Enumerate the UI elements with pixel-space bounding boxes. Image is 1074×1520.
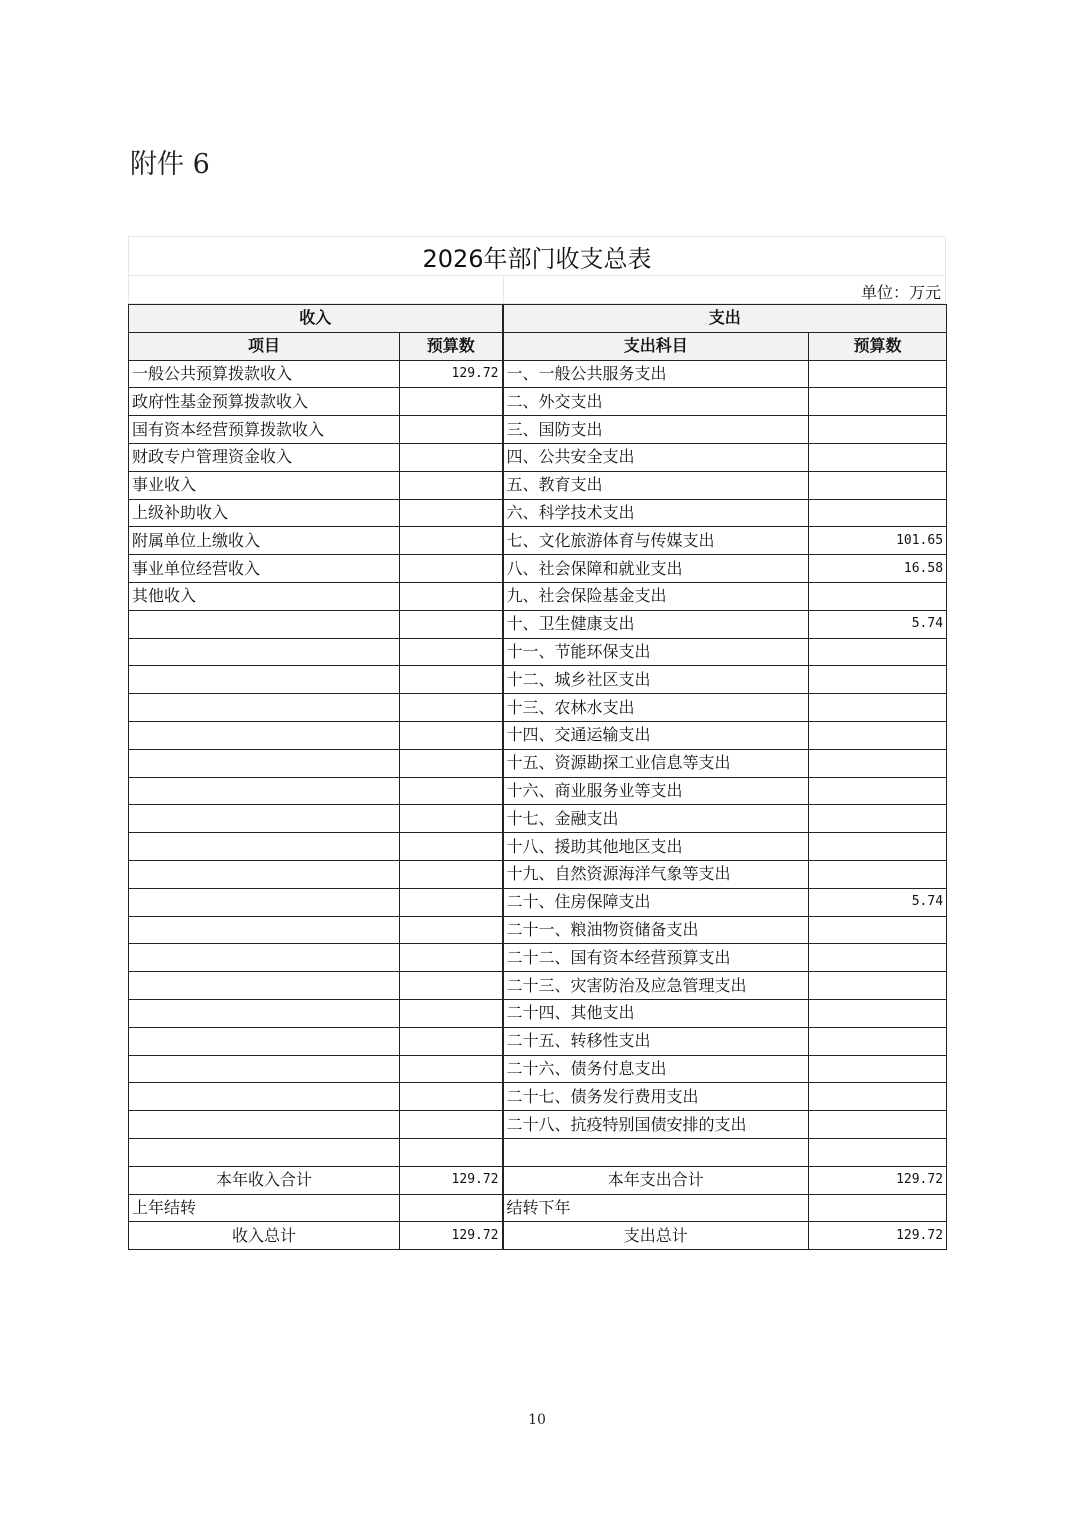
expense-amount-cell — [809, 471, 947, 499]
table-row — [129, 999, 947, 1027]
income-amount-cell — [400, 888, 503, 916]
expense-item-cell: 二十、住房保障支出 — [503, 888, 809, 916]
income-item-cell — [129, 999, 400, 1027]
income-item-cell: 事业单位经营收入 — [129, 555, 400, 583]
expense-amount-cell — [809, 721, 947, 749]
income-amount-cell — [400, 972, 503, 1000]
table-row — [129, 972, 947, 1000]
expense-amount-cell: 5.74 — [809, 888, 947, 916]
income-item-cell — [129, 833, 400, 861]
income-amount-cell — [400, 666, 503, 694]
income-amount-cell — [400, 1027, 503, 1055]
income-item-cell — [129, 610, 400, 638]
expense-item-cell: 二十七、债务发行费用支出 — [503, 1083, 809, 1111]
income-amount-cell — [400, 555, 503, 583]
income-amount-cell — [400, 416, 503, 444]
unit-label: 单位：万元 — [860, 283, 941, 302]
expense-item-cell: 二十三、灾害防治及应急管理支出 — [503, 972, 809, 1000]
expense-item-cell: 十四、交通运输支出 — [503, 721, 809, 749]
income-item-cell — [129, 860, 400, 888]
year-income-amount: 129.72 — [400, 1166, 503, 1194]
expense-amount-cell — [809, 1083, 947, 1111]
income-amount-cell — [400, 443, 503, 471]
income-amount-cell — [400, 916, 503, 944]
expense-item-cell: 十一、节能环保支出 — [503, 638, 809, 666]
year-income-label: 本年收入合计 — [129, 1166, 400, 1194]
expense-amount-cell: 5.74 — [809, 610, 947, 638]
income-amount-cell — [400, 471, 503, 499]
expense-item-cell: 七、文化旅游体育与传媒支出 — [503, 527, 809, 555]
income-item-cell — [129, 805, 400, 833]
income-item-cell — [129, 916, 400, 944]
table-row — [129, 638, 947, 666]
income-amount-cell — [400, 833, 503, 861]
income-amount-cell — [400, 944, 503, 972]
expense-amount-cell — [809, 499, 947, 527]
income-amount-cell — [400, 694, 503, 722]
table-row — [129, 527, 947, 555]
carry-in-amount — [400, 1194, 503, 1222]
table-row — [129, 666, 947, 694]
income-item-cell — [129, 666, 400, 694]
table-row — [129, 360, 947, 388]
income-item-cell: 上级补助收入 — [129, 499, 400, 527]
expense-amount-cell: 101.65 — [809, 527, 947, 555]
column-header-row — [129, 332, 947, 360]
expense-amount-cell — [809, 999, 947, 1027]
expense-item-cell: 十五、资源勘探工业信息等支出 — [503, 749, 809, 777]
expense-item-cell: 九、社会保险基金支出 — [503, 582, 809, 610]
income-amount-cell — [400, 999, 503, 1027]
income-item-cell — [129, 1055, 400, 1083]
expense-item-cell: 十、卫生健康支出 — [503, 610, 809, 638]
income-item-cell — [129, 1111, 400, 1139]
table-row — [129, 944, 947, 972]
income-item-cell: 附属单位上缴收入 — [129, 527, 400, 555]
income-amount-cell — [400, 805, 503, 833]
carry-in-label: 上年结转 — [129, 1194, 400, 1222]
income-amount-cell — [400, 1083, 503, 1111]
budget-table — [128, 304, 947, 1250]
income-amount-cell — [400, 1111, 503, 1139]
table-title: 2026年部门收支总表 — [128, 236, 946, 275]
expense-amount-cell — [809, 360, 947, 388]
expense-amount-cell — [809, 777, 947, 805]
expense-amount-cell — [809, 1055, 947, 1083]
income-amount-cell — [400, 388, 503, 416]
table-row — [129, 582, 947, 610]
table-row — [129, 860, 947, 888]
expense-amount-cell — [809, 1111, 947, 1139]
expense-item-cell: 一、一般公共服务支出 — [503, 360, 809, 388]
income-total-amount: 129.72 — [400, 1222, 503, 1250]
income-amount-cell — [400, 610, 503, 638]
income-item-cell: 政府性基金预算拨款收入 — [129, 388, 400, 416]
table-row — [129, 721, 947, 749]
table-row — [129, 610, 947, 638]
income-item-cell — [129, 777, 400, 805]
expense-amount-cell — [809, 443, 947, 471]
table-row — [129, 1055, 947, 1083]
carry-out-label: 结转下年 — [503, 1194, 809, 1222]
carry-over-row — [129, 1194, 947, 1222]
table-row — [129, 749, 947, 777]
income-item-cell: 一般公共预算拨款收入 — [129, 360, 400, 388]
income-amount-cell — [400, 582, 503, 610]
expense-item-cell: 二、外交支出 — [503, 388, 809, 416]
expense-total-amount: 129.72 — [809, 1222, 947, 1250]
income-item-cell — [129, 749, 400, 777]
table-row — [129, 471, 947, 499]
expense-item-cell: 五、教育支出 — [503, 471, 809, 499]
expense-item-cell: 二十八、抗疫特别国债安排的支出 — [503, 1111, 809, 1139]
expense-item-cell: 八、社会保障和就业支出 — [503, 555, 809, 583]
expense-amount-cell — [809, 944, 947, 972]
expense-amount-cell — [809, 916, 947, 944]
income-amount-cell — [400, 1138, 503, 1166]
income-item-cell: 财政专户管理资金收入 — [129, 443, 400, 471]
page-number: 10 — [528, 1412, 546, 1428]
expense-item-cell: 二十五、转移性支出 — [503, 1027, 809, 1055]
group-header-row — [129, 305, 947, 333]
expense-amount-cell — [809, 860, 947, 888]
table-row — [129, 555, 947, 583]
income-amount-cell — [400, 860, 503, 888]
income-item-cell — [129, 972, 400, 1000]
expense-item-cell: 十二、城乡社区支出 — [503, 666, 809, 694]
unit-row — [128, 275, 946, 304]
income-item-cell — [129, 694, 400, 722]
attachment-label: 附件 6 — [130, 149, 210, 180]
income-amount-cell — [400, 749, 503, 777]
table-row — [129, 416, 947, 444]
expense-amount-cell — [809, 972, 947, 1000]
income-amount-cell — [400, 777, 503, 805]
carry-out-amount — [809, 1194, 947, 1222]
income-item-cell — [129, 888, 400, 916]
grand-total-row — [129, 1222, 947, 1250]
table-row — [129, 388, 947, 416]
income-amount-cell: 129.72 — [400, 360, 503, 388]
expense-item-cell: 四、公共安全支出 — [503, 443, 809, 471]
budget-summary-sheet — [128, 236, 946, 1250]
expense-item-cell: 十七、金融支出 — [503, 805, 809, 833]
expense-amount-cell — [809, 388, 947, 416]
expense-amount-cell — [809, 582, 947, 610]
expense-total-label: 支出总计 — [503, 1222, 809, 1250]
budget-table-body — [129, 305, 947, 1167]
col-header-budget-income: 预算数 — [400, 332, 503, 360]
income-item-cell: 事业收入 — [129, 471, 400, 499]
table-row — [129, 888, 947, 916]
expense-item-cell: 二十一、粮油物资储备支出 — [503, 916, 809, 944]
income-item-cell — [129, 944, 400, 972]
income-item-cell — [129, 638, 400, 666]
income-amount-cell — [400, 721, 503, 749]
expense-amount-cell — [809, 416, 947, 444]
expense-item-cell: 三、国防支出 — [503, 416, 809, 444]
income-item-cell — [129, 1138, 400, 1166]
expense-amount-cell — [809, 694, 947, 722]
table-row — [129, 833, 947, 861]
expense-amount-cell — [809, 749, 947, 777]
expense-item-cell: 十六、商业服务业等支出 — [503, 777, 809, 805]
expense-amount-cell — [809, 666, 947, 694]
year-total-row — [129, 1166, 947, 1194]
year-expense-label: 本年支出合计 — [503, 1166, 809, 1194]
table-row — [129, 1027, 947, 1055]
expense-item-cell: 十三、农林水支出 — [503, 694, 809, 722]
expense-item-cell — [503, 1138, 809, 1166]
totals-body — [129, 1166, 947, 1249]
expense-amount-cell — [809, 638, 947, 666]
expense-amount-cell — [809, 833, 947, 861]
expense-amount-cell — [809, 805, 947, 833]
col-header-budget-expense: 预算数 — [809, 332, 947, 360]
expense-amount-cell: 16.58 — [809, 555, 947, 583]
expense-item-cell: 十八、援助其他地区支出 — [503, 833, 809, 861]
table-row — [129, 805, 947, 833]
income-item-cell: 其他收入 — [129, 582, 400, 610]
income-item-cell — [129, 1027, 400, 1055]
table-row — [129, 694, 947, 722]
unit-row-divider — [503, 276, 504, 303]
income-amount-cell — [400, 638, 503, 666]
col-header-item: 项目 — [129, 332, 400, 360]
table-row — [129, 916, 947, 944]
income-total-label: 收入总计 — [129, 1222, 400, 1250]
table-row — [129, 777, 947, 805]
expense-item-cell: 二十二、国有资本经营预算支出 — [503, 944, 809, 972]
col-header-expense-item: 支出科目 — [503, 332, 809, 360]
year-expense-amount: 129.72 — [809, 1166, 947, 1194]
expense-item-cell: 六、科学技术支出 — [503, 499, 809, 527]
table-row — [129, 1083, 947, 1111]
expense-item-cell: 十九、自然资源海洋气象等支出 — [503, 860, 809, 888]
expense-amount-cell — [809, 1138, 947, 1166]
table-row — [129, 1111, 947, 1139]
income-item-cell — [129, 721, 400, 749]
expense-item-cell: 二十六、债务付息支出 — [503, 1055, 809, 1083]
income-item-cell — [129, 1083, 400, 1111]
income-amount-cell — [400, 499, 503, 527]
table-row — [129, 499, 947, 527]
income-amount-cell — [400, 527, 503, 555]
expense-group-header: 支出 — [503, 305, 947, 333]
expense-item-cell: 二十四、其他支出 — [503, 999, 809, 1027]
income-amount-cell — [400, 1055, 503, 1083]
table-row — [129, 443, 947, 471]
table-row — [129, 1138, 947, 1166]
expense-amount-cell — [809, 1027, 947, 1055]
income-group-header: 收入 — [129, 305, 503, 333]
income-item-cell: 国有资本经营预算拨款收入 — [129, 416, 400, 444]
